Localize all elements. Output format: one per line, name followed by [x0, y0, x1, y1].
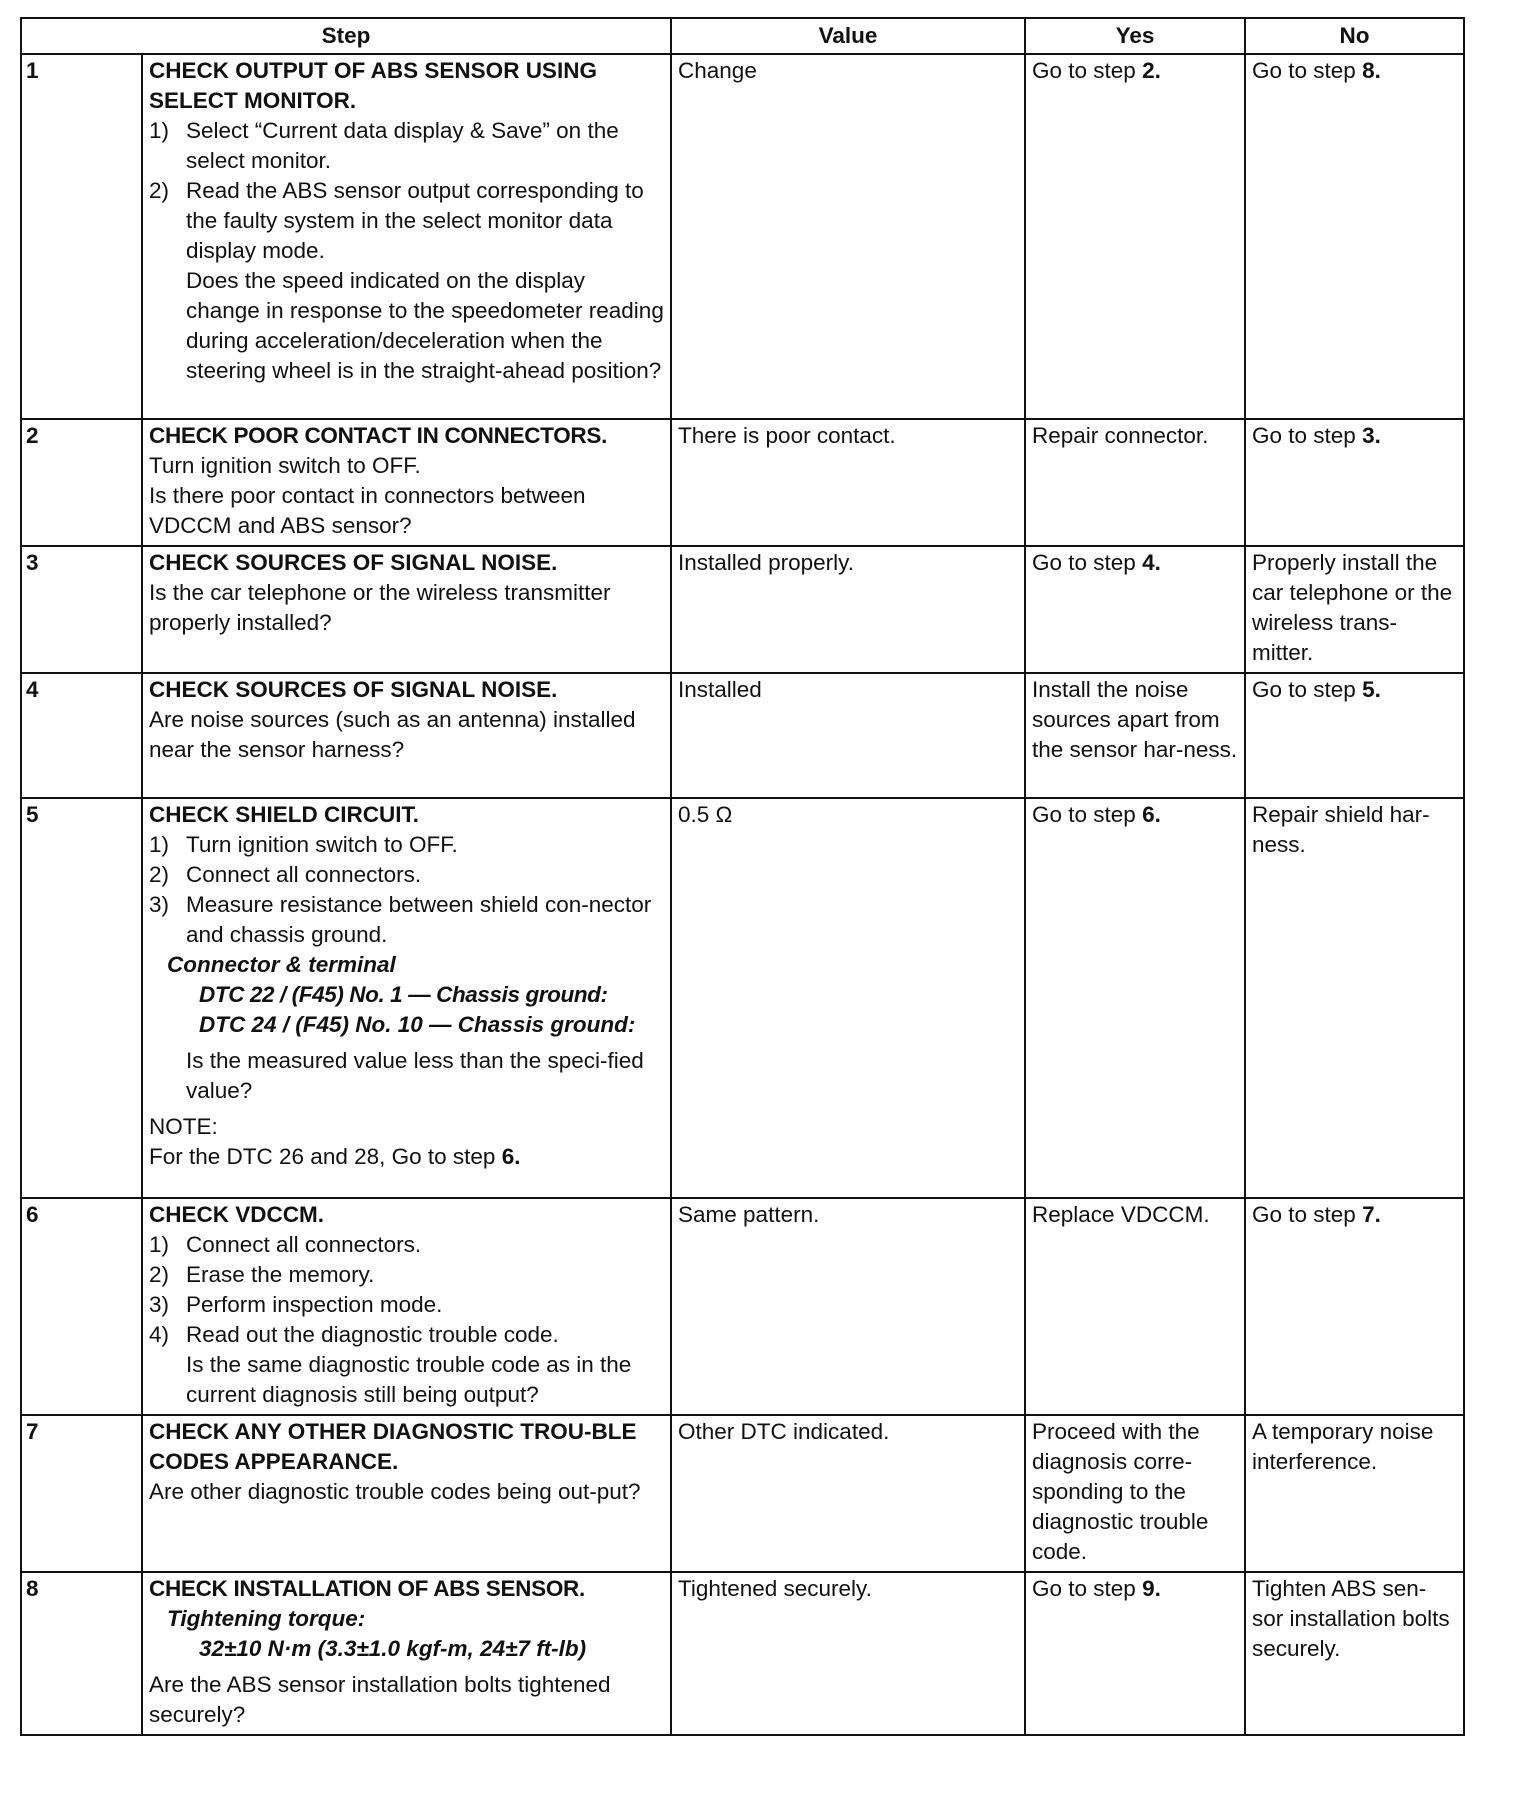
yes-text: Go to step: [1032, 58, 1143, 83]
header-no: No: [1245, 18, 1464, 54]
step-cell: [142, 54, 671, 419]
step-title: CHECK SOURCES OF SIGNAL NOISE.: [149, 550, 558, 575]
header-value: Value: [671, 18, 1025, 54]
step-cell: [142, 1415, 671, 1572]
yes-cell: Replace VDCCM.: [1025, 1198, 1245, 1415]
step-question: Is the car telephone or the wireless transmitter properly installed?: [149, 580, 611, 635]
header-row: [21, 18, 1464, 54]
no-text: Go to step: [1252, 1202, 1363, 1227]
yes-step-ref: 9.: [1142, 1576, 1161, 1601]
step-title: CHECK SOURCES OF SIGNAL NOISE.: [149, 677, 558, 702]
table-row: [21, 54, 1464, 419]
no-step-ref: 3.: [1362, 423, 1381, 448]
list-item-number: 3): [149, 1292, 170, 1317]
list-item: [149, 860, 664, 890]
yes-cell: Install the noise sources apart from the sensor har-ness.: [1025, 673, 1245, 798]
list-item-number: 2): [149, 862, 170, 887]
table-row: [21, 673, 1464, 798]
step-title: CHECK ANY OTHER DIAGNOSTIC TROU-BLE CODES APPEARANCE.: [149, 1419, 637, 1474]
list-item: [149, 830, 664, 860]
value-cell: There is poor contact.: [671, 419, 1025, 546]
yes-step-ref: 4.: [1142, 550, 1161, 575]
step-title: CHECK INSTALLATION OF ABS SENSOR.: [149, 1576, 585, 1601]
step-question: Does the speed indicated on the display change in response to the speedometer reading during acceleration/deceleration when the steering wheel is in the straight-ahead position?: [186, 268, 664, 383]
yes-text: Go to step: [1032, 802, 1143, 827]
list-item-text: Read out the diagnostic trouble code.: [186, 1322, 559, 1347]
yes-cell: [1025, 1572, 1245, 1735]
list-item-text: Connect all connectors.: [186, 1232, 422, 1257]
step-list: [149, 830, 664, 950]
no-text: Go to step: [1252, 58, 1363, 83]
table-row: [21, 1572, 1464, 1735]
step-question: Are other diagnostic trouble codes being out-put?: [149, 1479, 641, 1504]
no-cell: Tighten ABS sen-sor installation bolts securely.: [1245, 1572, 1464, 1735]
step-cell: [142, 798, 671, 1198]
step-cell: [142, 1198, 671, 1415]
step-question: Is the measured value less than the speci-fied value?: [186, 1048, 644, 1103]
no-cell: [1245, 419, 1464, 546]
header-yes: Yes: [1025, 18, 1245, 54]
step-cell: [142, 1572, 671, 1735]
value-cell: Tightened securely.: [671, 1572, 1025, 1735]
step-question: Is the same diagnostic trouble code as in the current diagnosis still being output?: [186, 1352, 632, 1407]
torque-label: Tightening torque:: [167, 1606, 366, 1631]
step-list: [149, 1230, 664, 1350]
list-item-text: Connect all connectors.: [186, 862, 422, 887]
list-item-text: Erase the memory.: [186, 1262, 375, 1287]
list-item-number: 2): [149, 178, 170, 203]
step-question: Are the ABS sensor installation bolts tightened securely?: [149, 1672, 611, 1727]
note-body: For the DTC 26 and 28, Go to step: [149, 1144, 502, 1169]
list-item-number: 2): [149, 1262, 170, 1287]
step-question: Is there poor contact in connectors between VDCCM and ABS sensor?: [149, 483, 586, 538]
value-cell: 0.5 Ω: [671, 798, 1025, 1198]
note-text: [149, 1142, 664, 1172]
list-item-text: Measure resistance between shield con-nector and chassis ground.: [186, 892, 652, 947]
yes-cell: Proceed with the diagnosis corre-sponding to the diagnostic trouble code.: [1025, 1415, 1245, 1572]
yes-text: Go to step: [1032, 550, 1143, 575]
step-cell: [142, 419, 671, 546]
yes-cell: [1025, 54, 1245, 419]
step-title: CHECK OUTPUT OF ABS SENSOR USING SELECT MONITOR.: [149, 58, 597, 113]
no-cell: A temporary noise interference.: [1245, 1415, 1464, 1572]
connector-terminal-spec: DTC 22 / (F45) No. 1 — Chassis ground:: [199, 982, 608, 1007]
step-cell: [142, 673, 671, 798]
step-number: 3: [21, 546, 142, 673]
list-item-text: Select “Current data display & Save” on the select monitor.: [186, 118, 619, 173]
list-item-number: 1): [149, 118, 170, 143]
list-item-number: 3): [149, 892, 170, 917]
table-row: [21, 1415, 1464, 1572]
value-cell: Change: [671, 54, 1025, 419]
no-step-ref: 8.: [1362, 58, 1381, 83]
no-cell: [1245, 54, 1464, 419]
list-item-text: Perform inspection mode.: [186, 1292, 443, 1317]
table-row: [21, 1198, 1464, 1415]
list-item-number: 1): [149, 832, 170, 857]
no-text: Go to step: [1252, 423, 1363, 448]
yes-step-ref: 6.: [1142, 802, 1161, 827]
step-number: 7: [21, 1415, 142, 1572]
value-cell: Same pattern.: [671, 1198, 1025, 1415]
list-item: [149, 890, 664, 950]
no-cell: [1245, 1198, 1464, 1415]
list-item: [149, 176, 664, 266]
step-number: 5: [21, 798, 142, 1198]
connector-terminal-label: Connector & terminal: [167, 952, 396, 977]
step-number: 6: [21, 1198, 142, 1415]
header-step: Step: [21, 18, 671, 54]
list-item-text: Read the ABS sensor output corresponding to the faulty system in the select monitor data display mode.: [186, 178, 644, 263]
list-item: [149, 1290, 664, 1320]
step-title: CHECK VDCCM.: [149, 1202, 325, 1227]
note-label: NOTE:: [149, 1114, 218, 1139]
connector-terminal-spec: DTC 24 / (F45) No. 10 — Chassis ground:: [199, 1012, 636, 1037]
value-cell: Other DTC indicated.: [671, 1415, 1025, 1572]
note-step-ref: 6.: [501, 1144, 521, 1169]
step-number: 4: [21, 673, 142, 798]
yes-cell: Repair connector.: [1025, 419, 1245, 546]
value-cell: Installed properly.: [671, 546, 1025, 673]
list-item: [149, 1320, 664, 1350]
list-item-number: 1): [149, 1232, 170, 1257]
yes-step-ref: 2.: [1142, 58, 1161, 83]
step-title: CHECK SHIELD CIRCUIT.: [149, 802, 420, 827]
table-row: [21, 798, 1464, 1198]
table-row: [21, 419, 1464, 546]
list-item-number: 4): [149, 1322, 170, 1347]
step-text: Turn ignition switch to OFF.: [149, 453, 421, 478]
table-row: [21, 546, 1464, 673]
torque-value: 32±10 N·m (3.3±1.0 kgf-m, 24±7 ft-lb): [199, 1636, 587, 1661]
step-cell: [142, 546, 671, 673]
step-number: 1: [21, 54, 142, 419]
value-cell: Installed: [671, 673, 1025, 798]
step-title: CHECK POOR CONTACT IN CONNECTORS.: [149, 423, 608, 448]
list-item: [149, 116, 664, 176]
list-item-text: Turn ignition switch to OFF.: [186, 832, 458, 857]
step-number: 2: [21, 419, 142, 546]
no-cell: Repair shield har-ness.: [1245, 798, 1464, 1198]
no-step-ref: 5.: [1362, 677, 1381, 702]
step-question: Are noise sources (such as an antenna) installed near the sensor harness?: [149, 707, 636, 762]
diagnosis-table: [20, 17, 1465, 1736]
list-item: [149, 1260, 664, 1290]
yes-cell: [1025, 546, 1245, 673]
step-number: 8: [21, 1572, 142, 1735]
yes-text: Go to step: [1032, 1576, 1143, 1601]
yes-cell: [1025, 798, 1245, 1198]
no-step-ref: 7.: [1362, 1202, 1381, 1227]
no-cell: Properly install the car telephone or the wireless trans-mitter.: [1245, 546, 1464, 673]
step-list: [149, 116, 664, 266]
list-item: [149, 1230, 664, 1260]
no-cell: [1245, 673, 1464, 798]
no-text: Go to step: [1252, 677, 1363, 702]
